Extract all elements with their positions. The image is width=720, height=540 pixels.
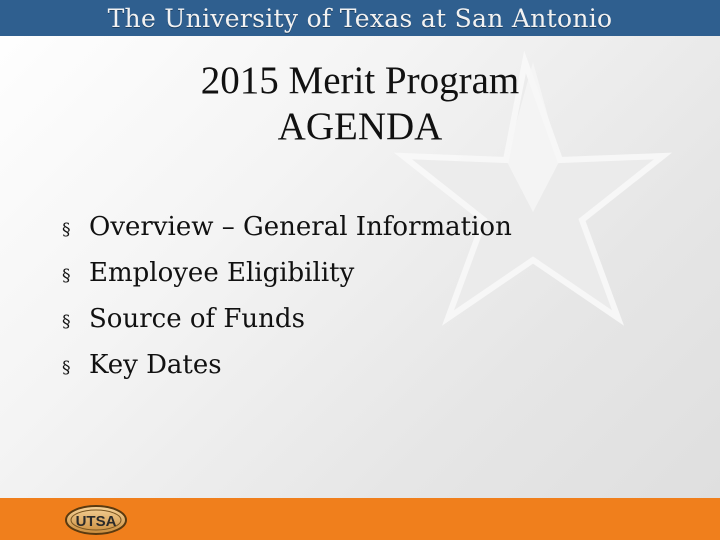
banner-title: The University of Texas at San Antonio (107, 3, 613, 33)
bullet-marker: § (62, 266, 71, 286)
bullet-marker: § (62, 220, 71, 240)
bullet-marker: § (62, 312, 71, 332)
list-item (62, 258, 512, 304)
title-line-1: 2015 Merit Program (200, 59, 520, 102)
title-line-2: AGENDA (277, 105, 443, 148)
list-item-text: Key Dates (89, 350, 222, 380)
list-item (62, 350, 512, 396)
utsa-logo (64, 503, 128, 537)
list-item-text: Overview – General Information (89, 212, 512, 242)
slide-title (0, 58, 720, 150)
logo-text: UTSA (75, 513, 117, 530)
bullet-marker: § (62, 358, 71, 378)
list-item-text: Source of Funds (89, 304, 305, 334)
list-item-text: Employee Eligibility (89, 258, 355, 288)
header-banner (0, 0, 720, 36)
agenda-list (62, 212, 512, 396)
list-item (62, 304, 512, 350)
list-item (62, 212, 512, 258)
